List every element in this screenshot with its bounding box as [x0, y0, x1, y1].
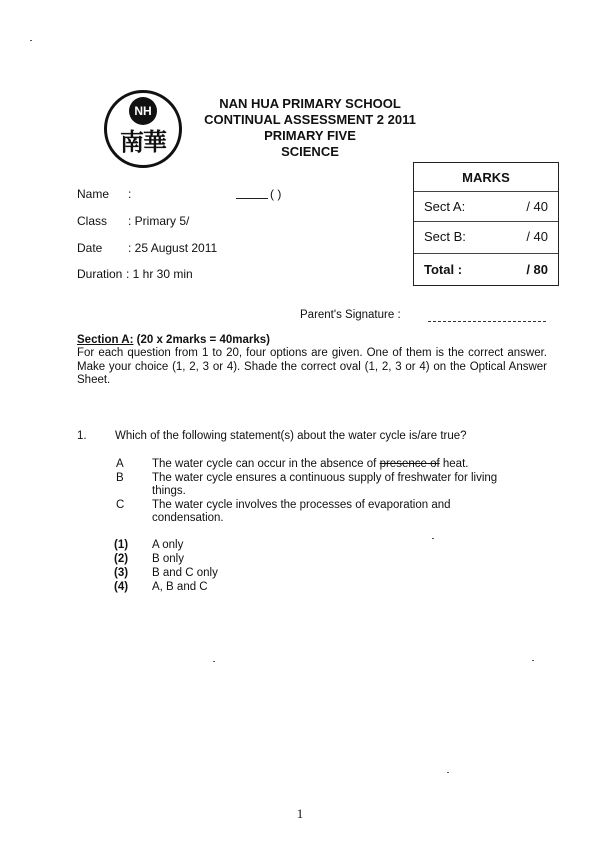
level-title: PRIMARY FIVE — [264, 128, 356, 143]
duration-value: : 1 hr 30 min — [126, 267, 193, 281]
exam-title: CONTINUAL ASSESSMENT 2 2011 — [204, 112, 416, 127]
option-label: (1) — [114, 539, 129, 551]
marks-title: MARKS — [462, 170, 510, 185]
class-value: : Primary 5/ — [128, 214, 190, 228]
marks-row-sect-a — [414, 191, 558, 222]
option-label: (4) — [114, 581, 129, 593]
marks-title-row — [414, 163, 558, 192]
scan-speck — [213, 661, 215, 662]
logo-monogram: NH — [129, 97, 157, 125]
scan-speck — [30, 40, 32, 41]
statement-letter: A — [116, 458, 124, 470]
marks-label: Sect A: — [424, 199, 466, 214]
name-colon: : — [128, 187, 132, 201]
marks-row-sect-b — [414, 221, 558, 254]
marks-value: / 80 — [526, 262, 548, 277]
class-label: Class — [77, 214, 108, 228]
option-text: A only — [152, 539, 184, 551]
scan-speck — [432, 538, 434, 539]
parent-signature-label: Parent's Signature : — [300, 309, 401, 321]
school-logo — [104, 90, 182, 168]
name-label: Name — [77, 187, 110, 201]
statement-b: The water cycle ensures a continuous supply of freshwater for living things. — [152, 472, 498, 497]
scan-speck — [532, 660, 534, 661]
marks-value: / 40 — [526, 199, 548, 214]
section-a-marks: (20 x 2marks = 40marks) — [133, 334, 270, 346]
school-name: NAN HUA PRIMARY SCHOOL — [219, 96, 401, 111]
name-line — [236, 198, 268, 199]
section-a-instructions: For each question from 1 to 20, four options are given. One of them is the correct answer. Make your choice (1, 2, 3 or 4). Shade the correct oval (1, 2, 3 or 4) on the Optical Answer Sheet. — [77, 347, 547, 386]
section-a-title: Section A: — [77, 334, 134, 346]
option-label: (2) — [114, 553, 129, 565]
marks-box — [413, 162, 559, 286]
option-text: B only — [152, 553, 184, 565]
date-value: : 25 August 2011 — [128, 241, 218, 255]
marks-row-total — [414, 253, 558, 285]
subject-title: SCIENCE — [281, 144, 339, 159]
marks-label: Total : — [424, 262, 463, 277]
section-a-heading — [77, 334, 270, 346]
scan-speck — [447, 772, 449, 773]
logo-chinese-name: 南華 — [120, 128, 166, 156]
marks-label: Sect B: — [424, 229, 466, 244]
statement-letter: C — [116, 499, 125, 511]
page-number: 1 — [296, 806, 304, 821]
duration-label: Duration — [77, 267, 123, 281]
marks-value: / 40 — [526, 229, 548, 244]
statement-letter: B — [116, 472, 124, 484]
statement-a-pre: The water cycle can occur in the absence of — [152, 458, 380, 470]
index-bracket: ( ) — [270, 187, 282, 201]
statement-a-post: heat. — [439, 458, 469, 470]
date-label: Date — [77, 241, 103, 255]
statement-c: The water cycle involves the processes of evaporation and condensation. — [152, 499, 451, 524]
question-number: 1. — [77, 430, 87, 442]
option-text: B and C only — [152, 567, 218, 579]
option-label: (3) — [114, 567, 129, 579]
question-text: Which of the following statement(s) about the water cycle is/are true? — [115, 430, 467, 442]
statement-a — [152, 458, 532, 471]
statement-a-strike: presence of — [379, 458, 440, 470]
option-text: A, B and C — [152, 581, 208, 593]
signature-line — [428, 321, 546, 322]
